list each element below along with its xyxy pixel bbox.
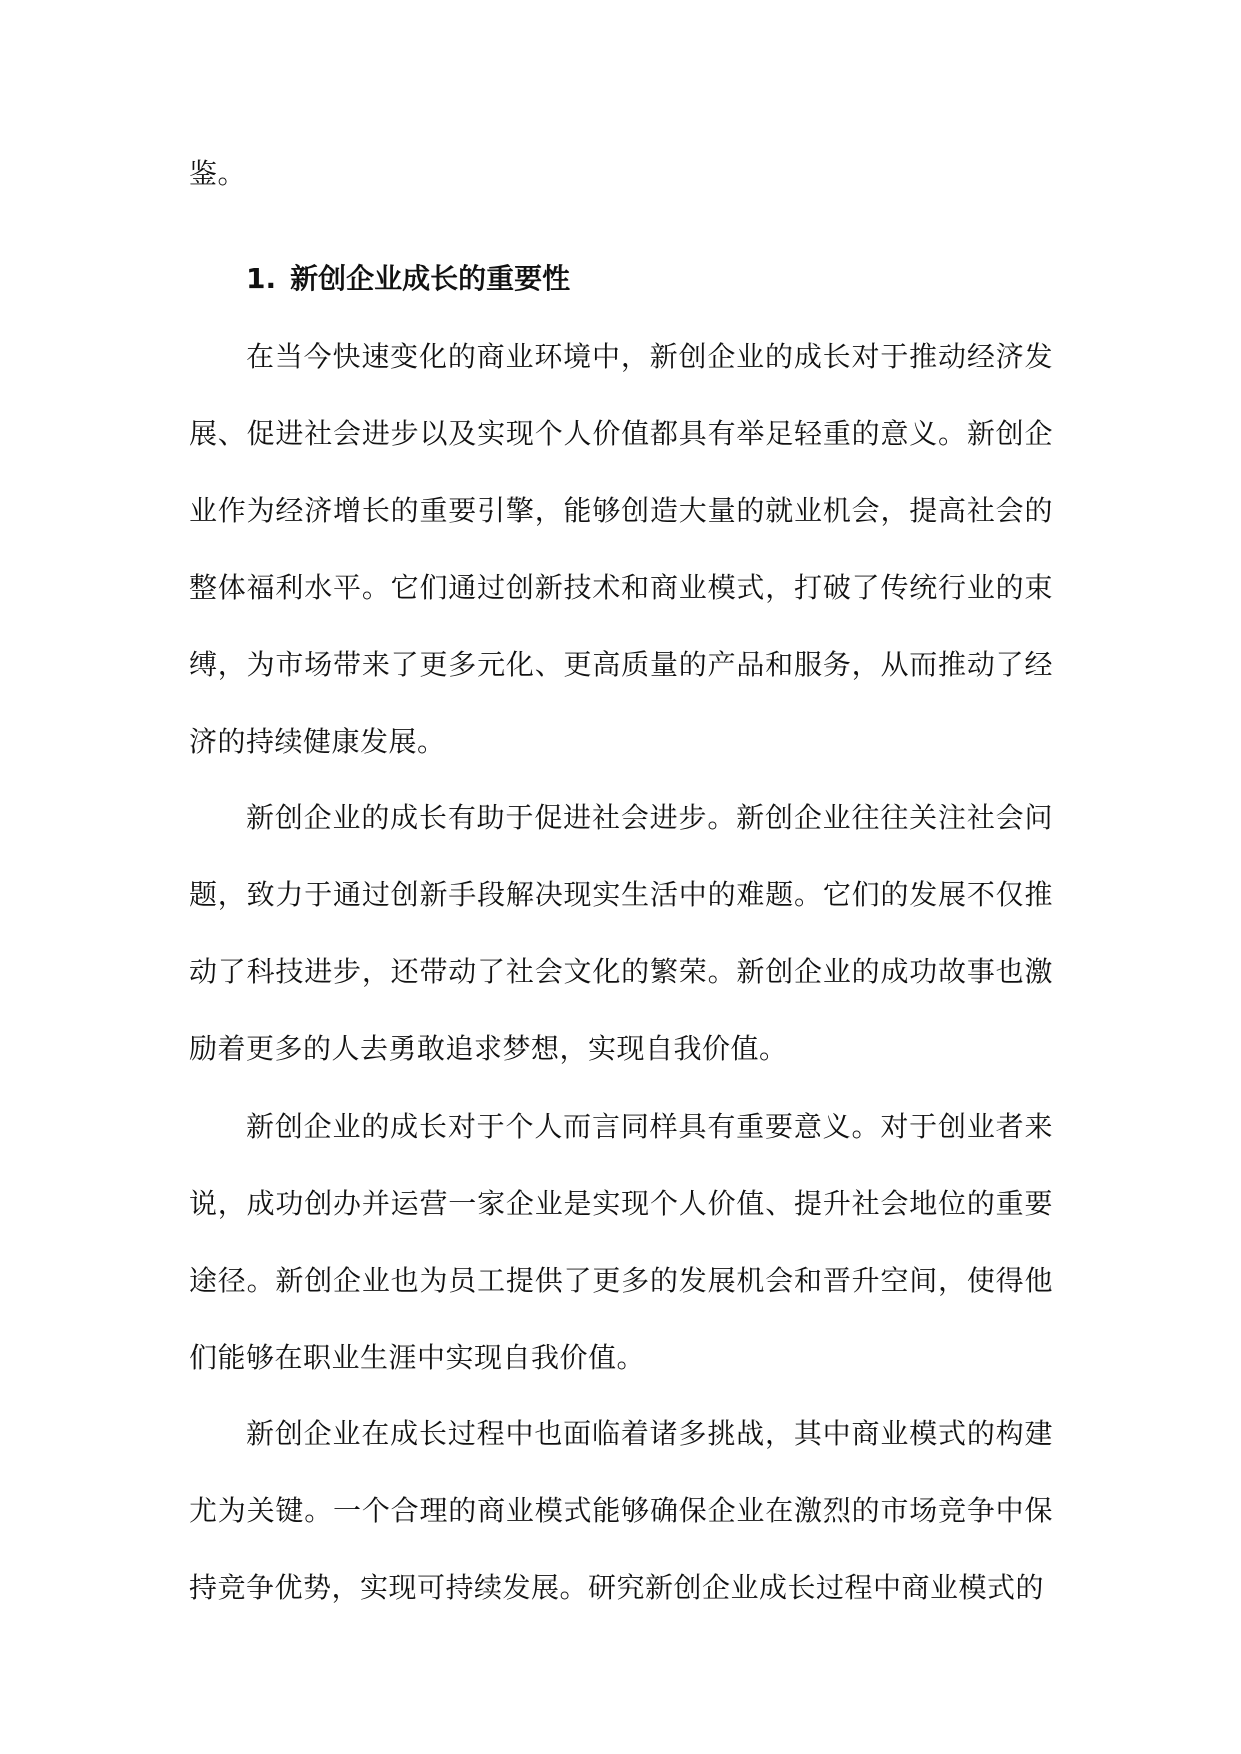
- section-number: 1.: [246, 262, 277, 295]
- paragraph-2: 新创企业的成长有助于促进社会进步。新创企业往往关注社会问题，致力于通过创新手段解决现实生活中的难题。它们的发展不仅推动了科技进步，还带动了社会文化的繁荣。新创企业的成功故事也激励着更多的人去勇敢追求梦想，实现自我价值。: [189, 801, 1053, 1065]
- paragraph-3: 新创企业的成长对于个人而言同样具有重要意义。对于创业者来说，成功创办并运营一家企业是实现个人价值、提升社会地位的重要途径。新创企业也为员工提供了更多的发展机会和晋升空间，使得他们能够在职业生涯中实现自我价值。: [189, 1110, 1053, 1374]
- paragraph-4: 新创企业在成长过程中也面临着诸多挑战，其中商业模式的构建尤为关键。一个合理的商业模式能够确保企业在激烈的市场竞争中保持竞争优势，实现可持续发展。研究新创企业成长过程中商业模式的: [189, 1417, 1053, 1604]
- continuation-text: 鉴。: [189, 157, 247, 190]
- paragraph-1: 在当今快速变化的商业环境中，新创企业的成长对于推动经济发展、促进社会进步以及实现个人价值都具有举足轻重的意义。新创企业作为经济增长的重要引擎，能够创造大量的就业机会，提高社会的整体福利水平。它们通过创新技术和商业模式，打破了传统行业的束缚，为市场带来了更多元化、更高质量的产品和服务，从而推动了经济的持续健康发展。: [189, 340, 1053, 758]
- section-heading: [246, 240, 570, 317]
- section-title: 新创企业成长的重要性: [290, 262, 571, 295]
